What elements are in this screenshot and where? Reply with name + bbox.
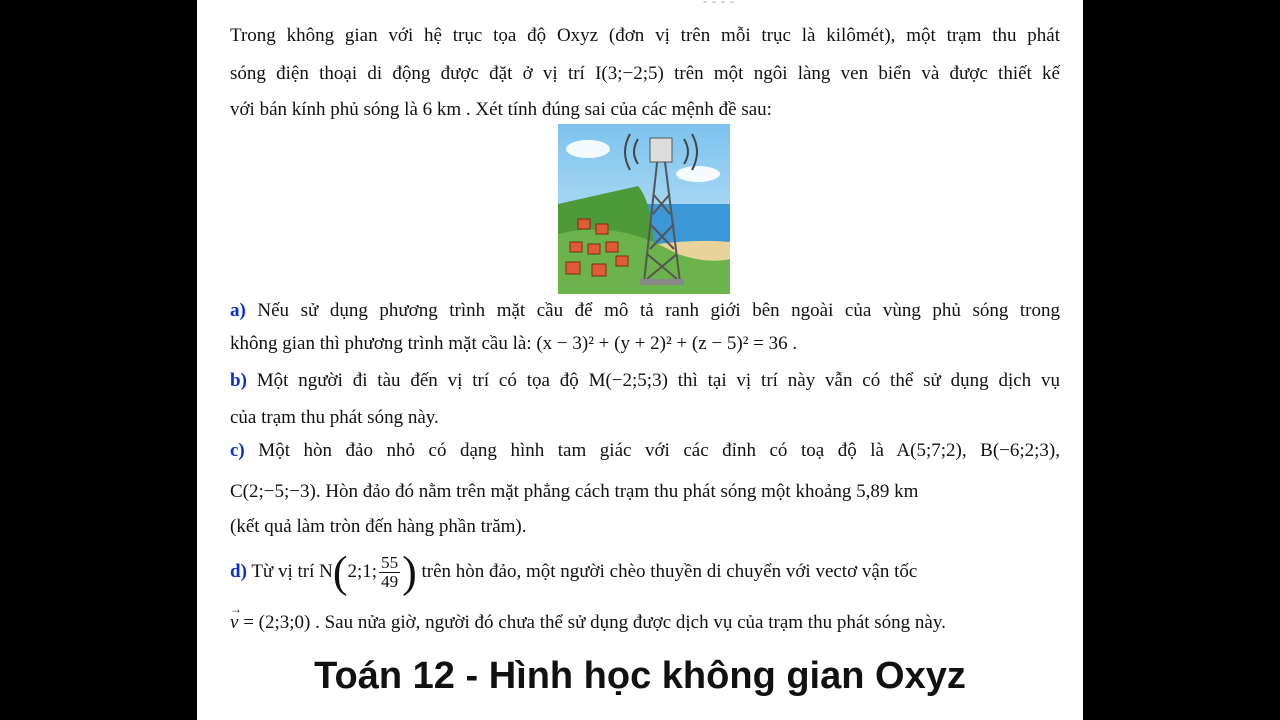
item-d-line-1: d) Từ vị trí N(2;1; $\frac{55}{49}$ ) trên hòn đảo, một người chèo thuyền di chuyển với vectơ vận tốc: [230, 547, 918, 597]
footer-title: Toán 12 - Hình học không gian Oxyz: [314, 655, 966, 697]
document-page: [197, 0, 1083, 720]
top-mark: - - - -: [703, 0, 735, 8]
item-a-label: a): [230, 300, 246, 321]
intro-line-1: Trong không gian với hệ trục tọa độ Oxyz (đơn vị trên mỗi trục là kilômét), một trạm thu phát: [230, 25, 1060, 46]
item-c-line-3: (kết quả làm tròn đến hàng phần trăm).: [230, 516, 527, 537]
item-c-label: c): [230, 440, 245, 461]
intro-line-3: với bán kính phủ sóng là 6 km . Xét tính đúng sai của các mệnh đề sau:: [230, 99, 772, 120]
item-a-line-2: không gian thì phương trình mặt cầu là: (x − 3)² + (y + 2)² + (z − 5)² = 36 .: [230, 333, 798, 354]
cell-tower-illustration: [558, 124, 730, 294]
item-b-label: b): [230, 370, 247, 391]
item-a-line-1: a) Nếu sử dụng phương trình mặt cầu để mô tả ranh giới bên ngoài của vùng phủ sóng trong: [230, 300, 1060, 321]
fraction: $\frac{55}{49}$: [381, 553, 399, 592]
item-c-line-2: C(2;−5;−3). Hòn đảo đó nằm trên mặt phẳng cách trạm thu phát sóng một khoảng 5,89 km: [230, 481, 919, 502]
velocity-vector: → v: [230, 611, 238, 635]
item-b-line-2: của trạm thu phát sóng này.: [230, 407, 439, 428]
item-d-line-2: → v = (2;3;0) . Sau nửa giờ, người đó chưa thể sử dụng được dịch vụ của trạm thu phát sóng này.: [230, 611, 1060, 635]
item-b-line-1: b) Một người đi tàu đến vị trí có tọa độ M(−2;5;3) thì tại vị trí này vẫn có thể sử dụng dịch vụ: [230, 370, 1060, 391]
item-d-label: d): [230, 561, 247, 582]
item-c-line-1: c) Một hòn đảo nhỏ có dạng hình tam giác với các đỉnh có toạ độ là A(5;7;2), B(−6;2;3),: [230, 440, 1060, 461]
intro-line-2: sóng điện thoại di động được đặt ở vị trí I(3;−2;5) trên một ngôi làng ven biển và được thiết kế: [230, 63, 1060, 84]
